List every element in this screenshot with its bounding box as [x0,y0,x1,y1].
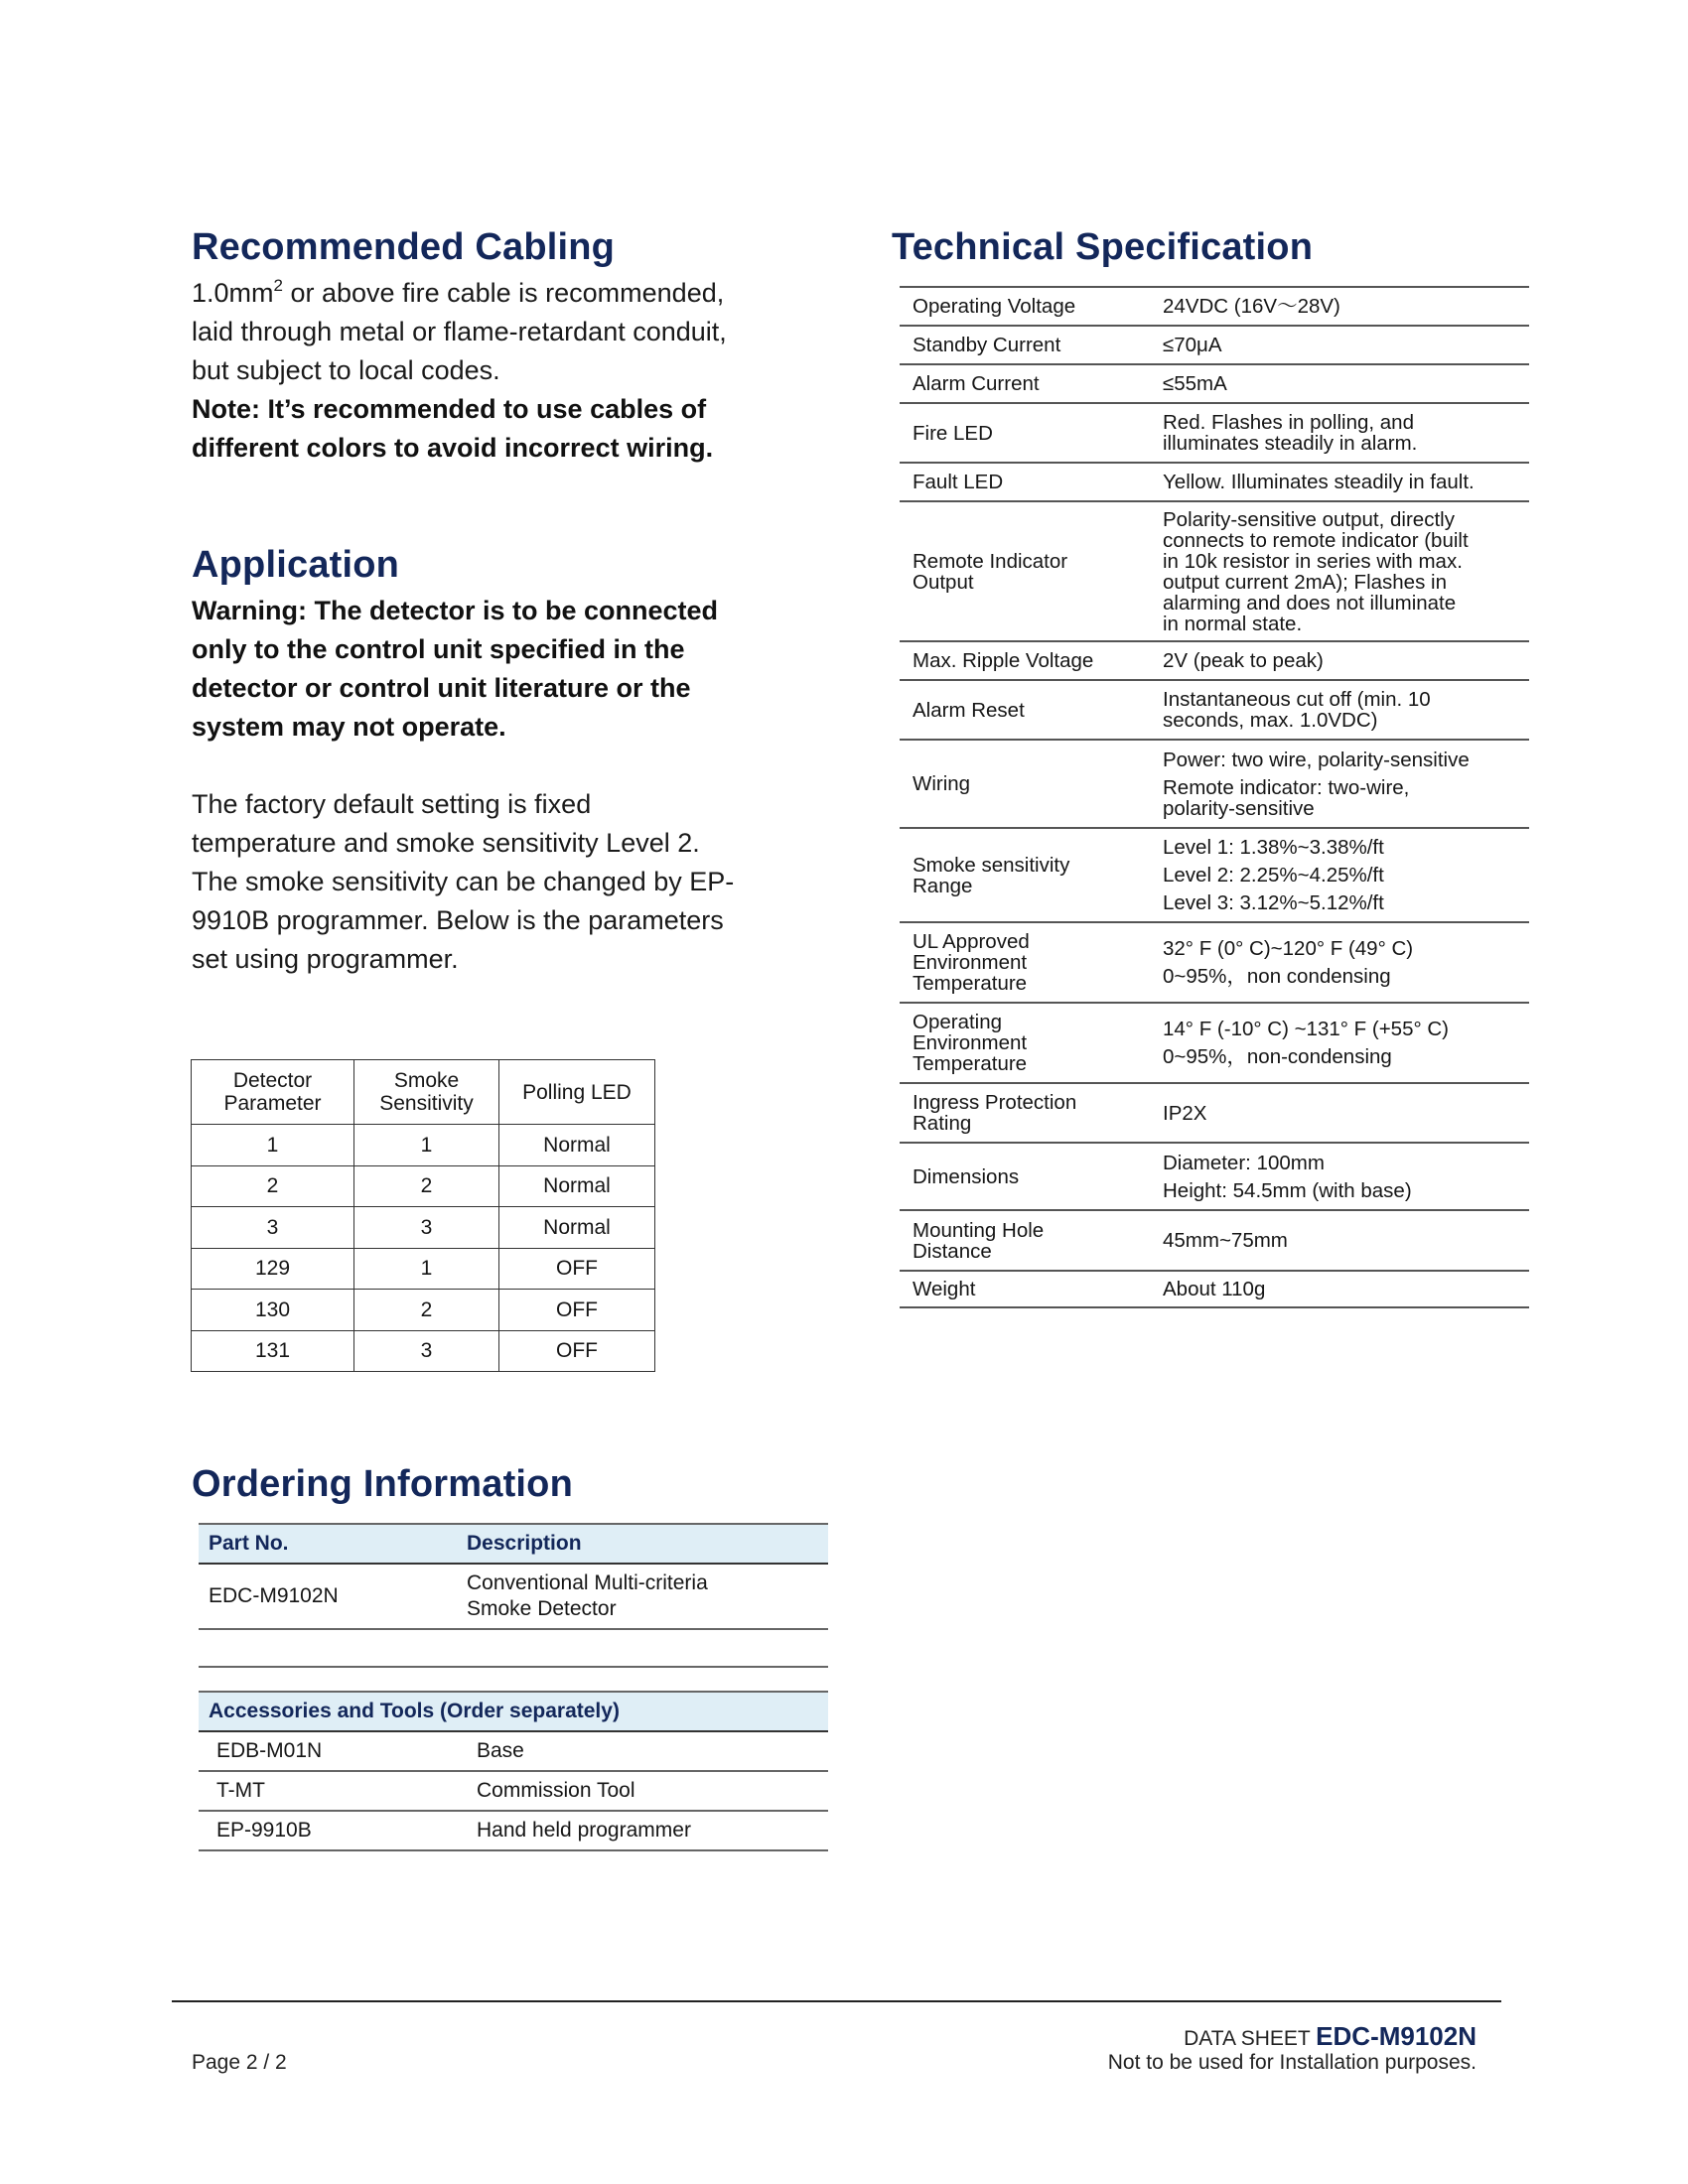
spec-row-operating-voltage: Operating Voltage 24VDC (16V～28V) [900,287,1529,326]
cabling-line-1: $1.0mm^2$ or above fire cable is recommended, [192,276,725,308]
product-part-no: EDC-M9102N [199,1564,467,1629]
spec-row-ul-approved-environment-temperature: UL Approved Environment Temperature 32° F (0° C)~120° F (49° C) 0~95%，non condensing [900,922,1529,1003]
technical-specification-table [900,286,1529,1308]
accessory-row [199,1811,828,1850]
footer-model-number: EDC-M9102N [1316,2021,1477,2051]
cabling-line-3: but subject to local codes. [192,355,500,385]
spec-row-weight: Weight About 110g [900,1271,1529,1307]
spec-row-smoke-sensitivity-range: Smoke sensitivity Range Level 1: 1.38%~3.38%/ft Level 2: 2.25%~4.25%/ft Level 3: 3.12%~5.12%/ft [900,828,1529,922]
table-row: 2 2 Normal [192,1165,655,1207]
accessory-part-no: EDB-M01N [199,1731,467,1771]
accessory-row [199,1731,828,1771]
warning-line: Warning: The detector is to be connected [192,596,719,625]
column-header-polling-led: Polling LED [499,1060,655,1125]
application-line: The smoke sensitivity can be changed by EP- [192,867,735,896]
accessory-part-no: T-MT [199,1771,467,1811]
spec-row-operating-environment-temperature: Operating Environment Temperature 14° F (-10° C) ~131° F (+55° C) 0~95%，non-condensing [900,1003,1529,1083]
spec-row-standby-current: Standby Current ≤70μA [900,326,1529,364]
recommended-cabling-body [192,274,787,468]
column-header-part-no: Part No. [199,1524,467,1564]
spec-row-mounting-hole-distance: Mounting Hole Distance 45mm~75mm [900,1210,1529,1271]
spec-row-fault-led: Fault LED Yellow. Illuminates steadily in fault. [900,463,1529,501]
table-header-row [192,1060,655,1125]
application-heading: Application [192,544,400,586]
spec-row-alarm-reset: Alarm Reset Instantaneous cut off (min. 10 seconds, max. 1.0VDC) [900,680,1529,740]
application-body [192,785,787,979]
page-number: Page 2 / 2 [192,2051,287,2074]
spec-row-dimensions: Dimensions Diameter: 100mm Height: 54.5mm (with base) [900,1143,1529,1210]
column-header-description: Description [467,1524,828,1564]
spec-row-ingress-protection-rating: Ingress Protection Rating IP2X [900,1083,1529,1143]
application-line: set using programmer. [192,944,459,974]
product-row [199,1564,828,1629]
application-line: temperature and smoke sensitivity Level 2. [192,828,700,858]
application-line: The factory default setting is fixed [192,789,592,819]
table-row: 129 1 OFF [192,1248,655,1290]
empty-row [199,1629,828,1667]
column-header-detector-parameter: Detector Parameter [192,1060,354,1125]
accessory-description: Base [467,1731,828,1771]
product-description: Conventional Multi-criteria Smoke Detector [467,1564,828,1629]
table-row: 131 3 OFF [192,1330,655,1372]
warning-line: system may not operate. [192,712,506,742]
spec-row-fire-led: Fire LED Red. Flashes in polling, and illuminates steadily in alarm. [900,403,1529,463]
footer-divider [172,2000,1501,2002]
table-row: 3 3 Normal [192,1207,655,1249]
cabling-note-line-2: different colors to avoid incorrect wiring. [192,433,714,463]
warning-line: only to the control unit specified in the [192,634,685,664]
ordering-information-table [199,1523,828,1851]
accessories-header-row [199,1692,828,1731]
recommended-cabling-heading: Recommended Cabling [192,226,616,268]
cabling-note-line-1: Note: It’s recommended to use cables of [192,394,707,424]
footer-disclaimer: Not to be used for Installation purposes. [1107,2051,1477,2074]
table-row: 1 1 Normal [192,1125,655,1166]
ordering-header-row [199,1524,828,1564]
cabling-line-2: laid through metal or flame-retardant conduit, [192,317,727,346]
application-line: 9910B programmer. Below is the parameters [192,905,724,935]
accessories-header: Accessories and Tools (Order separately) [199,1692,828,1731]
accessory-row [199,1771,828,1811]
warning-line: detector or control unit literature or the [192,673,691,703]
spec-row-alarm-current: Alarm Current ≤55mA [900,364,1529,403]
spec-row-max-ripple-voltage: Max. Ripple Voltage 2V (peak to peak) [900,641,1529,680]
accessory-description: Commission Tool [467,1771,828,1811]
spec-row-remote-indicator-output: Remote Indicator Output Polarity-sensitive output, directly connects to remote indicator (built in 10k resistor in series with max. output current 2mA); Flashes in alarming and does not illuminate in normal state. [900,501,1529,641]
table-row: 130 2 OFF [192,1290,655,1331]
spacer-row [199,1667,828,1692]
ordering-information-heading: Ordering Information [192,1463,573,1505]
technical-specification-heading: Technical Specification [892,226,1314,268]
accessory-part-no: EP-9910B [199,1811,467,1850]
application-warning [192,592,787,747]
spec-row-wiring: Wiring Power: two wire, polarity-sensitive Remote indicator: two-wire, polarity-sensitive [900,740,1529,828]
column-header-smoke-sensitivity: Smoke Sensitivity [354,1060,499,1125]
footer-data-sheet-title: DATA SHEET EDC-M9102N [1184,2021,1477,2051]
detector-parameter-table [191,1059,655,1372]
accessory-description: Hand held programmer [467,1811,828,1850]
